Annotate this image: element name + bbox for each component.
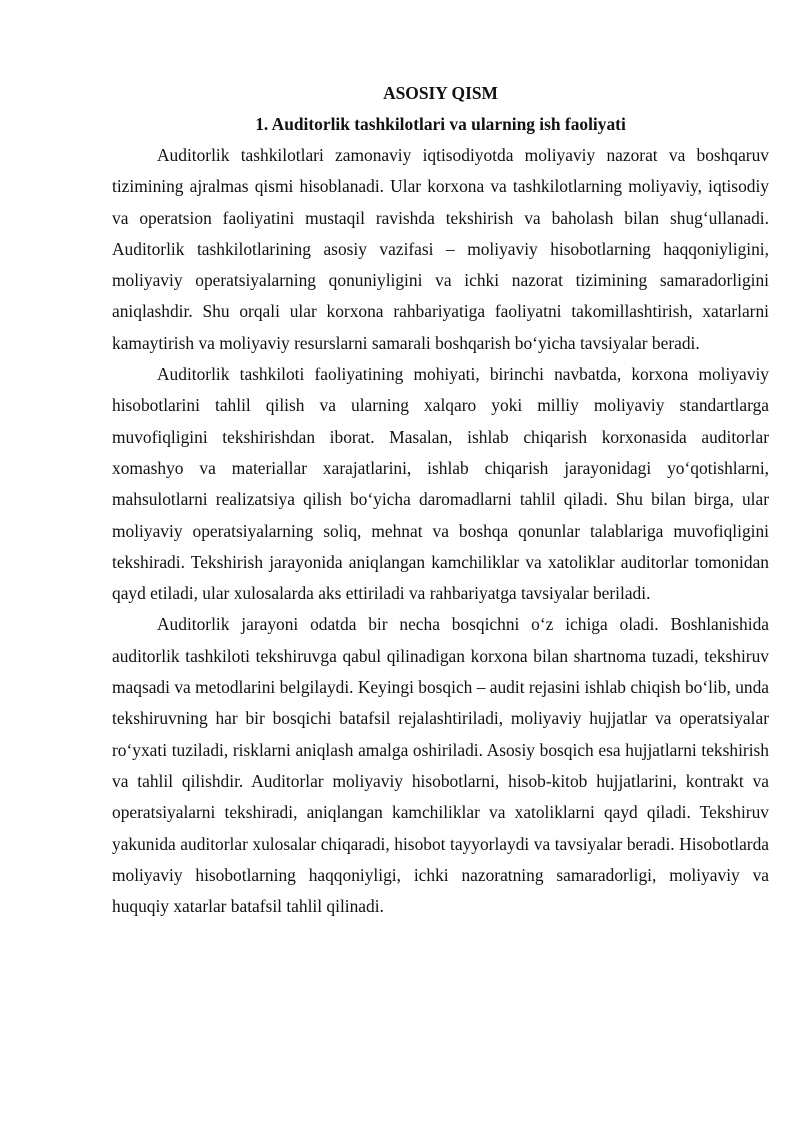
document-page xyxy=(112,78,769,922)
paragraph-3: Auditorlik jarayoni odatda bir necha bosqichni o‘z ichiga oladi. Boshlanishida auditorlik tashkiloti tekshiruvga qabul qilinadigan korxona bilan shartnoma tuzadi, tekshiruv maqsadi va metodlarini belgilaydi. Keyingi bosqich – audit rejasini ishlab chiqish bo‘lib, unda tekshiruvning har bir bosqichi batafsil rejalashtiriladi, moliyaviy hujjatlar va operatsiyalar ro‘yxati tuziladi, risklarni aniqlash amalga oshiriladi. Asosiy bosqich esa hujjatlarni tekshirish va tahlil qilishdir. Auditorlar moliyaviy hisobotlarni, hisob-kitob hujjatlarini, kontrakt va operatsiyalarni tekshiradi, aniqlangan kamchiliklar va xatoliklarni qayd qiladi. Tekshiruv yakunida auditorlar xulosalar chiqaradi, hisobot tayyorlaydi va tavsiyalar beradi. Hisobotlarda moliyaviy hisobotlarning haqqoniyligi, ichki nazoratning samaradorligi, moliyaviy va huquqiy xatarlar batafsil tahlil qilinadi. xyxy=(112,614,769,917)
chapter-title: 1. Auditorlik tashkilotlari va ularning ish faoliyati xyxy=(255,114,626,134)
paragraph-2: Auditorlik tashkiloti faoliyatining mohiyati, birinchi navbatda, korxona moliyaviy hisobotlarini tahlil qilish va ularning xalqaro yoki milliy moliyaviy standartlarga muvofiqligini tekshirishdan iborat. Masalan, ishlab chiqarish korxonasida auditorlar xomashyo va materiallar xarajatlarini, ishlab chiqarish jarayonidagi yo‘qotishlarni, mahsulotlarni realizatsiya qilish bo‘yicha daromadlarni tahlil qiladi. Shu bilan birga, ular moliyaviy operatsiyalarning soliq, mehnat va boshqa qonunlar talablariga muvofiqligini tekshiradi. Tekshirish jarayonida aniqlangan kamchiliklar va xatoliklar auditorlar tomonidan qayd etiladi, ular xulosalarda aks ettiriladi va rahbariyatga tavsiyalar beriladi. xyxy=(112,364,769,604)
section-title: ASOSIY QISM xyxy=(383,83,498,103)
paragraph-1: Auditorlik tashkilotlari zamonaviy iqtisodiyotda moliyaviy nazorat va boshqaruv tizimining ajralmas qismi hisoblanadi. Ular korxona va tashkilotlarning moliyaviy, iqtisodiy va operatsion faoliyatini mustaqil ravishda tekshirish va baholash bilan shug‘ullanadi. Auditorlik tashkilotlarining asosiy vazifasi – moliyaviy hisobotlarning haqqoniyligini, moliyaviy operatsiyalarning qonuniyligini va ichki nazorat tizimining samaradorligini aniqlashdir. Shu orqali ular korxona rahbariyatiga faoliyatni takomillashtirish, xatarlarni kamaytirish va moliyaviy resurslarni samarali boshqarish bo‘yicha tavsiyalar beradi. xyxy=(112,145,769,353)
